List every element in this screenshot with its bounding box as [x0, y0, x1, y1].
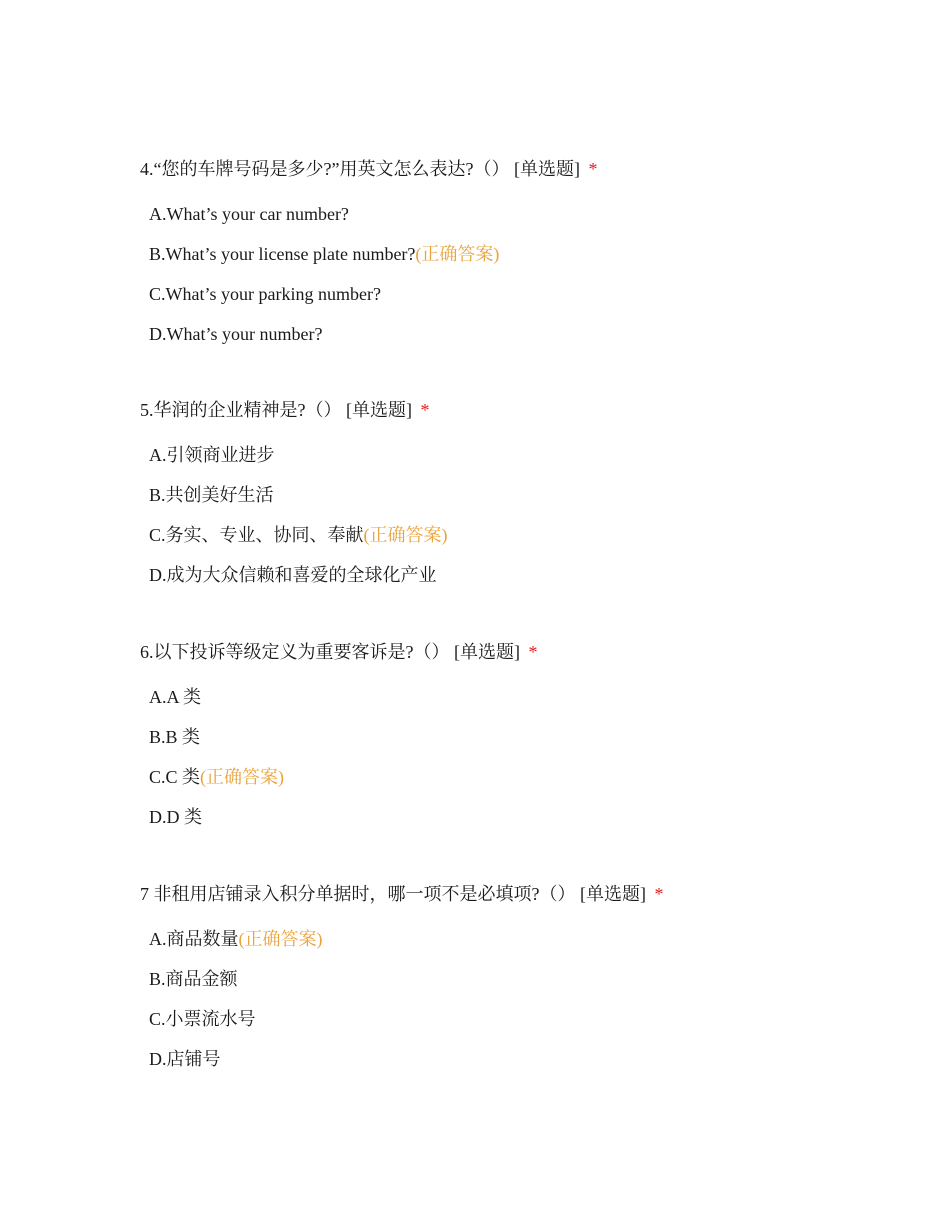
option-c — [149, 282, 900, 306]
question-text: 4.“您的车牌号码是多少?”用英文怎么表达?（） — [140, 159, 510, 179]
question-title — [140, 157, 900, 181]
option-text: C.C 类 — [149, 767, 201, 787]
required-mark: * — [588, 159, 598, 179]
option-text: D.What’s your number? — [149, 324, 323, 344]
option-d — [149, 1047, 900, 1071]
option-text: C.What’s your parking number? — [149, 284, 381, 304]
option-c — [149, 1007, 900, 1031]
option-c — [149, 523, 900, 547]
option-text: B.What’s your license plate number? — [149, 244, 416, 264]
required-mark: * — [528, 642, 538, 662]
question-text: 5.华润的企业精神是?（） — [140, 400, 342, 420]
option-text: D.成为大众信赖和喜爱的全球化产业 — [149, 565, 437, 585]
question-7 — [140, 882, 900, 1087]
question-6 — [140, 640, 900, 845]
correct-answer-mark: (正确答案) — [238, 929, 323, 949]
option-text: A.引领商业进步 — [149, 445, 275, 465]
option-b — [149, 483, 900, 507]
correct-answer-mark: (正确答案) — [363, 525, 448, 545]
question-5 — [140, 398, 900, 603]
option-b — [149, 242, 900, 266]
option-list — [140, 685, 900, 829]
option-text: A.What’s your car number? — [149, 204, 349, 224]
correct-answer-mark: (正确答案) — [200, 767, 285, 787]
option-text: A.A 类 — [149, 687, 202, 707]
question-title — [140, 640, 900, 664]
option-text: B.共创美好生活 — [149, 485, 274, 505]
option-list — [140, 202, 900, 346]
option-text: D.店铺号 — [149, 1049, 221, 1069]
option-text: A.商品数量 — [149, 929, 239, 949]
option-text: B.B 类 — [149, 727, 201, 747]
question-text: 6.以下投诉等级定义为重要客诉是?（） — [140, 642, 450, 662]
question-type-label: [单选题] — [580, 884, 646, 904]
required-mark: * — [654, 884, 664, 904]
question-text: 7 非租用店铺录入积分单据时，哪一项不是必填项?（） — [140, 884, 576, 904]
option-text: B.商品金额 — [149, 969, 238, 989]
option-a — [149, 685, 900, 709]
question-4 — [140, 157, 900, 362]
required-mark: * — [420, 400, 430, 420]
option-list — [140, 927, 900, 1071]
option-text: C.务实、专业、协同、奉献 — [149, 525, 364, 545]
question-type-label: [单选题] — [454, 642, 520, 662]
question-type-label: [单选题] — [513, 159, 580, 179]
option-a — [149, 927, 900, 951]
option-a — [149, 443, 900, 467]
option-text: D.D 类 — [149, 807, 202, 827]
option-d — [149, 563, 900, 587]
option-a — [149, 202, 900, 226]
question-type-label: [单选题] — [346, 400, 412, 420]
option-d — [149, 805, 900, 829]
option-b — [149, 725, 900, 749]
correct-answer-mark: (正确答案) — [415, 244, 500, 264]
option-d — [149, 322, 900, 346]
option-text: C.小票流水号 — [149, 1009, 256, 1029]
option-list — [140, 443, 900, 587]
question-title — [140, 882, 900, 906]
option-b — [149, 967, 900, 991]
option-c — [149, 765, 900, 789]
question-title — [140, 398, 900, 422]
